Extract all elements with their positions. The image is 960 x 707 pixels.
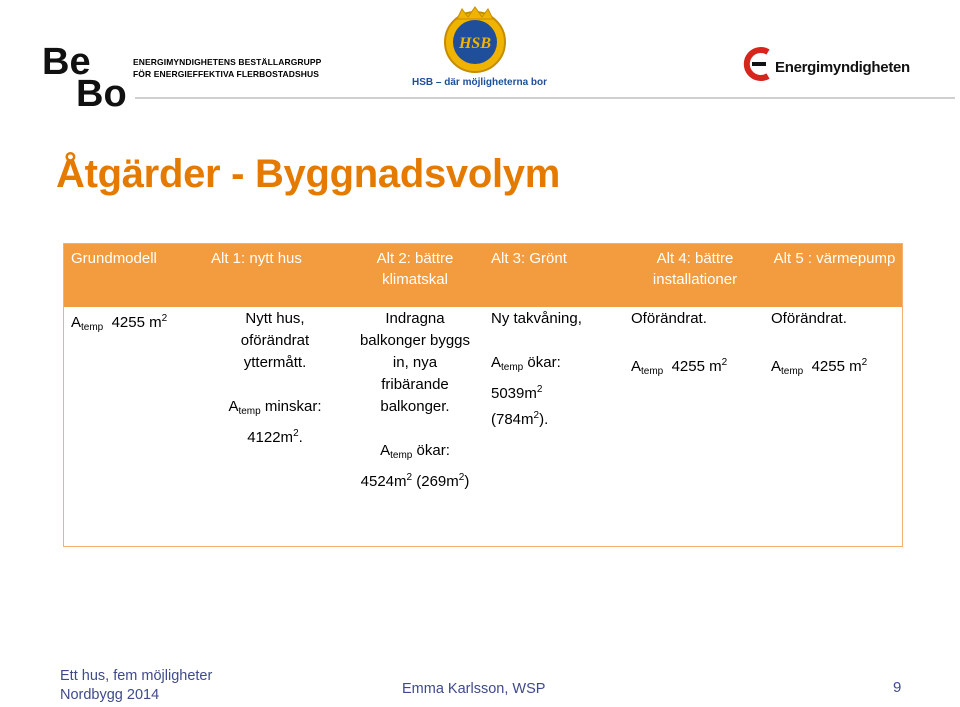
- footer-left: [60, 667, 212, 705]
- cell-alt4: [625, 308, 771, 383]
- cell-alt3-sub: temp: [501, 362, 524, 373]
- hsb-tagline: HSB – där möjligheterna bor: [412, 77, 548, 88]
- cell-alt2-val: 4524m: [360, 473, 407, 490]
- cell-alt3: [485, 308, 631, 431]
- cell-alt2-value: [345, 467, 485, 493]
- cell-alt1-tail: minskar:: [264, 398, 322, 415]
- cell-alt3-tail: ökar:: [527, 354, 561, 371]
- cell-alt1-a: A: [228, 398, 239, 415]
- cell-grundmodell-sup: 2: [161, 313, 168, 324]
- cell-alt4-val: 4255 m: [671, 358, 722, 375]
- cell-alt4-a: A: [631, 358, 642, 375]
- cell-alt1-line1: Nytt hus,: [245, 310, 305, 327]
- energimyndigheten-logo-text: Energimyndigheten: [775, 59, 910, 76]
- table-header-grundmodell: Grundmodell: [71, 250, 157, 267]
- cell-alt2: [345, 308, 485, 493]
- cell-alt5-val: 4255 m: [811, 358, 862, 375]
- cell-alt3-paren: [491, 405, 631, 431]
- cell-alt3-line1: Ny takvåning,: [491, 310, 582, 327]
- cell-alt5-sup: 2: [861, 357, 868, 368]
- cell-alt4-atemp: [631, 352, 771, 383]
- cell-alt2-a: A: [380, 442, 391, 459]
- cell-alt1-line2: oförändrat: [240, 332, 310, 349]
- footer-event-title: Ett hus, fem möjligheter: [60, 668, 213, 684]
- bebo-logo-bo: Bo: [76, 73, 127, 108]
- cell-alt5-line1: Oförändrat.: [771, 310, 847, 327]
- bebo-logo: [42, 42, 134, 108]
- cell-alt1-sub: temp: [238, 406, 261, 417]
- cell-alt3-atemp: [491, 352, 631, 379]
- cell-grundmodell-value: 4255 m: [111, 314, 162, 331]
- cell-alt3-a: A: [491, 354, 502, 371]
- cell-alt5-a: A: [771, 358, 782, 375]
- cell-alt3-paren-val: (784m: [491, 411, 534, 428]
- cell-alt2-line4: fribärande: [381, 376, 449, 393]
- table-header-alt5: Alt 5 : värmepump: [773, 250, 896, 267]
- cell-alt1-end: .: [298, 429, 303, 446]
- cell-alt3-sup: 2: [536, 384, 543, 395]
- cell-alt1-value: [205, 423, 345, 449]
- table-header-alt2: Alt 2: bättre klimatskal: [376, 250, 454, 288]
- cell-alt2-paren-sup: 2: [458, 472, 465, 483]
- hsb-emblem-text: HSB: [458, 35, 492, 52]
- cell-alt2-paren: (269m: [416, 473, 459, 490]
- cell-alt3-value: [491, 379, 631, 405]
- cell-alt4-line1: Oförändrat.: [631, 310, 707, 327]
- cell-alt1: [205, 308, 345, 449]
- cell-alt1-atemp: [205, 396, 345, 423]
- hsb-emblem-icon: [440, 5, 510, 75]
- cell-alt5-sub: temp: [781, 366, 804, 377]
- cell-alt2-line5: balkonger.: [380, 398, 450, 415]
- cell-alt4-sub: temp: [641, 366, 664, 377]
- page-title: Åtgärder - Byggnadsvolym: [56, 152, 561, 196]
- cell-alt3-paren-sup: 2: [533, 410, 540, 421]
- footer-event-name: Nordbygg 2014: [60, 687, 160, 703]
- header-divider: [135, 97, 955, 99]
- cell-alt2-paren-end: ): [464, 473, 470, 490]
- cell-alt2-sub: temp: [390, 450, 413, 461]
- cell-alt5: [765, 308, 910, 383]
- cell-alt2-sup: 2: [406, 472, 413, 483]
- cell-alt3-paren-end: ).: [539, 411, 549, 428]
- table-header-alt4: Alt 4: bättre installationer: [652, 250, 738, 288]
- cell-alt2-line1: Indragna: [385, 310, 445, 327]
- cell-alt5-atemp: [771, 352, 910, 383]
- footer-presenter: Emma Karlsson, WSP: [402, 681, 546, 697]
- table-header-alt3: Alt 3: Grönt: [491, 250, 567, 267]
- bebo-logo-be: Be: [42, 42, 91, 83]
- cell-alt1-sup: 2: [293, 428, 299, 439]
- comparison-table: [63, 243, 903, 547]
- cell-alt2-line2: balkonger byggs: [359, 332, 471, 349]
- cell-alt4-sup: 2: [721, 357, 728, 368]
- cell-alt2-tail: ökar:: [416, 442, 450, 459]
- cell-alt2-atemp: [345, 440, 485, 467]
- cell-alt3-val: 5039m: [491, 385, 537, 402]
- cell-grundmodell: [71, 308, 205, 339]
- cell-alt1-line3: yttermått.: [243, 354, 307, 371]
- cell-grundmodell-a: A: [71, 314, 82, 331]
- cell-grundmodell-sub: temp: [81, 322, 104, 333]
- bebo-caption-line2: FÖR ENERGIEFFEKTIVA FLERBOSTADSHUS: [133, 69, 319, 79]
- bebo-caption: [133, 56, 321, 80]
- cell-alt1-val: 4122m: [247, 429, 294, 446]
- page-number: 9: [893, 679, 902, 696]
- table-header-alt1: Alt 1: nytt hus: [211, 250, 302, 267]
- cell-alt2-line3: in, nya: [392, 354, 438, 371]
- bebo-caption-line1: ENERGIMYNDIGHETENS BESTÄLLARGRUPP: [133, 57, 322, 67]
